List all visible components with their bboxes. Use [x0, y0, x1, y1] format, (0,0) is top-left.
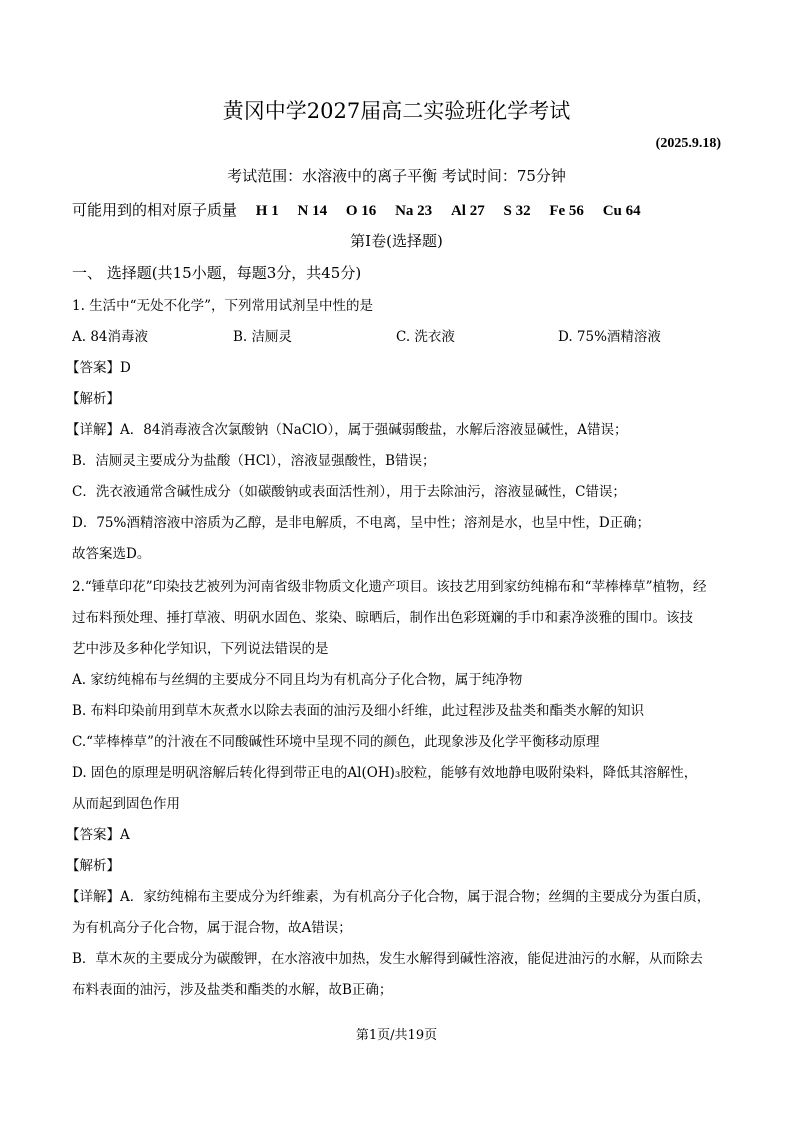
q1-explain-line: 【详解】A．84消毒液含次氯酸钠（NaClO），属于强碱弱酸盐，水解后溶液显碱性，A错误；: [66, 422, 628, 438]
q1-analysis-label: 【解析】: [66, 391, 120, 407]
q2-option-c: C.“苹棒棒草”的汁液在不同酸碱性环境中呈现不同的颜色，此现象涉及化学平衡移动原理: [72, 734, 600, 750]
atom-s: S 32: [503, 203, 531, 219]
q2-analysis-label: 【解析】: [66, 858, 120, 874]
atom-o: O 16: [345, 203, 377, 219]
q1-option-b: B. 洁厕灵: [233, 329, 293, 345]
atom-na: Na 23: [395, 203, 433, 219]
q2-option-d: D. 固色的原理是明矾溶解后转化得到带正电的Al(OH)₃胶粒，能够有效地静电吸附染料，降低其溶解性，: [72, 765, 698, 781]
atom-n: N 14: [297, 203, 328, 219]
page-footer: 第1页/共19页: [355, 1028, 438, 1043]
exam-scope: 考试范围：水溶液中的离子平衡 考试时间：75分钟: [227, 167, 566, 185]
q2-explain-line: 布料表面的油污，涉及盐类和酯类的水解，故B正确；: [72, 982, 393, 998]
q1-option-c: C. 洗衣液: [396, 329, 455, 345]
q1-answer: 【答案】D: [66, 360, 131, 376]
q1-explain-line: C．洗衣液通常含碱性成分（如碳酸钠或表面活性剂），用于去除油污，溶液显碱性，C错误；: [72, 484, 626, 500]
q2-option-b: B. 布料印染前用到草木灰煮水以除去表面的油污及细小纤维，此过程涉及盐类和酯类水解的知识: [72, 703, 645, 719]
q2-explain-line: 【详解】A．家纺纯棉布主要成分为纤维素，为有机高分子化合物，属于混合物；丝绸的主要成分为蛋白质，: [66, 889, 711, 905]
section-heading: 一、 选择题(共15小题，每题3分，共45分): [72, 264, 362, 282]
q2-explain-line: 为有机高分子化合物，属于混合物，故A错误；: [72, 920, 352, 936]
atom-cu: Cu 64: [602, 203, 641, 219]
q1-option-a: A. 84消毒液: [72, 329, 149, 345]
exam-date: (2025.9.18): [655, 136, 721, 151]
q2-answer: 【答案】A: [66, 827, 130, 843]
atom-h: H 1: [255, 203, 279, 219]
q1-options: [72, 325, 722, 345]
exam-title: 黄冈中学2027届高二实验班化学考试: [222, 99, 571, 123]
q2-stem-line: 艺中涉及多种化学知识，下列说法错误的是: [72, 641, 329, 657]
volume-heading: 第Ⅰ卷(选择题): [350, 232, 443, 250]
q1-explain-line: 故答案选D。: [72, 546, 151, 562]
q1-option-d: D. 75%酒精溶液: [558, 329, 661, 345]
q1-explain-line: B．洁厕灵主要成分为盐酸（HCl），溶液显强酸性，B错误；: [72, 453, 436, 469]
atom-al: Al 27: [450, 203, 485, 219]
q1-explain-line: D．75%酒精溶液中溶质为乙醇，是非电解质，不电离，呈中性；溶剂是水，也呈中性，D正确；: [72, 515, 651, 531]
atomic-masses: [72, 199, 641, 220]
q2-stem-line: 过布料预处理、捶打草液、明矾水固色、浆染、晾晒后，制作出色彩斑斓的手巾和素净淡雅的围巾。该技: [72, 610, 693, 626]
q1-stem: 1. 生活中“无处不化学”，下列常用试剂呈中性的是: [72, 298, 373, 314]
atom-fe: Fe 56: [549, 203, 584, 219]
q2-option-a: A. 家纺纯棉布与丝绸的主要成分不同且均为有机高分子化合物，属于纯净物: [72, 672, 523, 688]
atomic-masses-label: 可能用到的相对原子质量: [72, 201, 238, 219]
q2-explain-line: B．草木灰的主要成分为碳酸钾，在水溶液中加热，发生水解得到碱性溶液，能促进油污的水解，从而除去: [72, 951, 703, 967]
q2-option-d-cont: 从而起到固色作用: [72, 796, 180, 812]
q2-stem-line: 2.“锤草印花”印染技艺被列为河南省级非物质文化遗产项目。该技艺用到家纺纯棉布和“苹棒棒草”植物，经: [72, 579, 707, 595]
